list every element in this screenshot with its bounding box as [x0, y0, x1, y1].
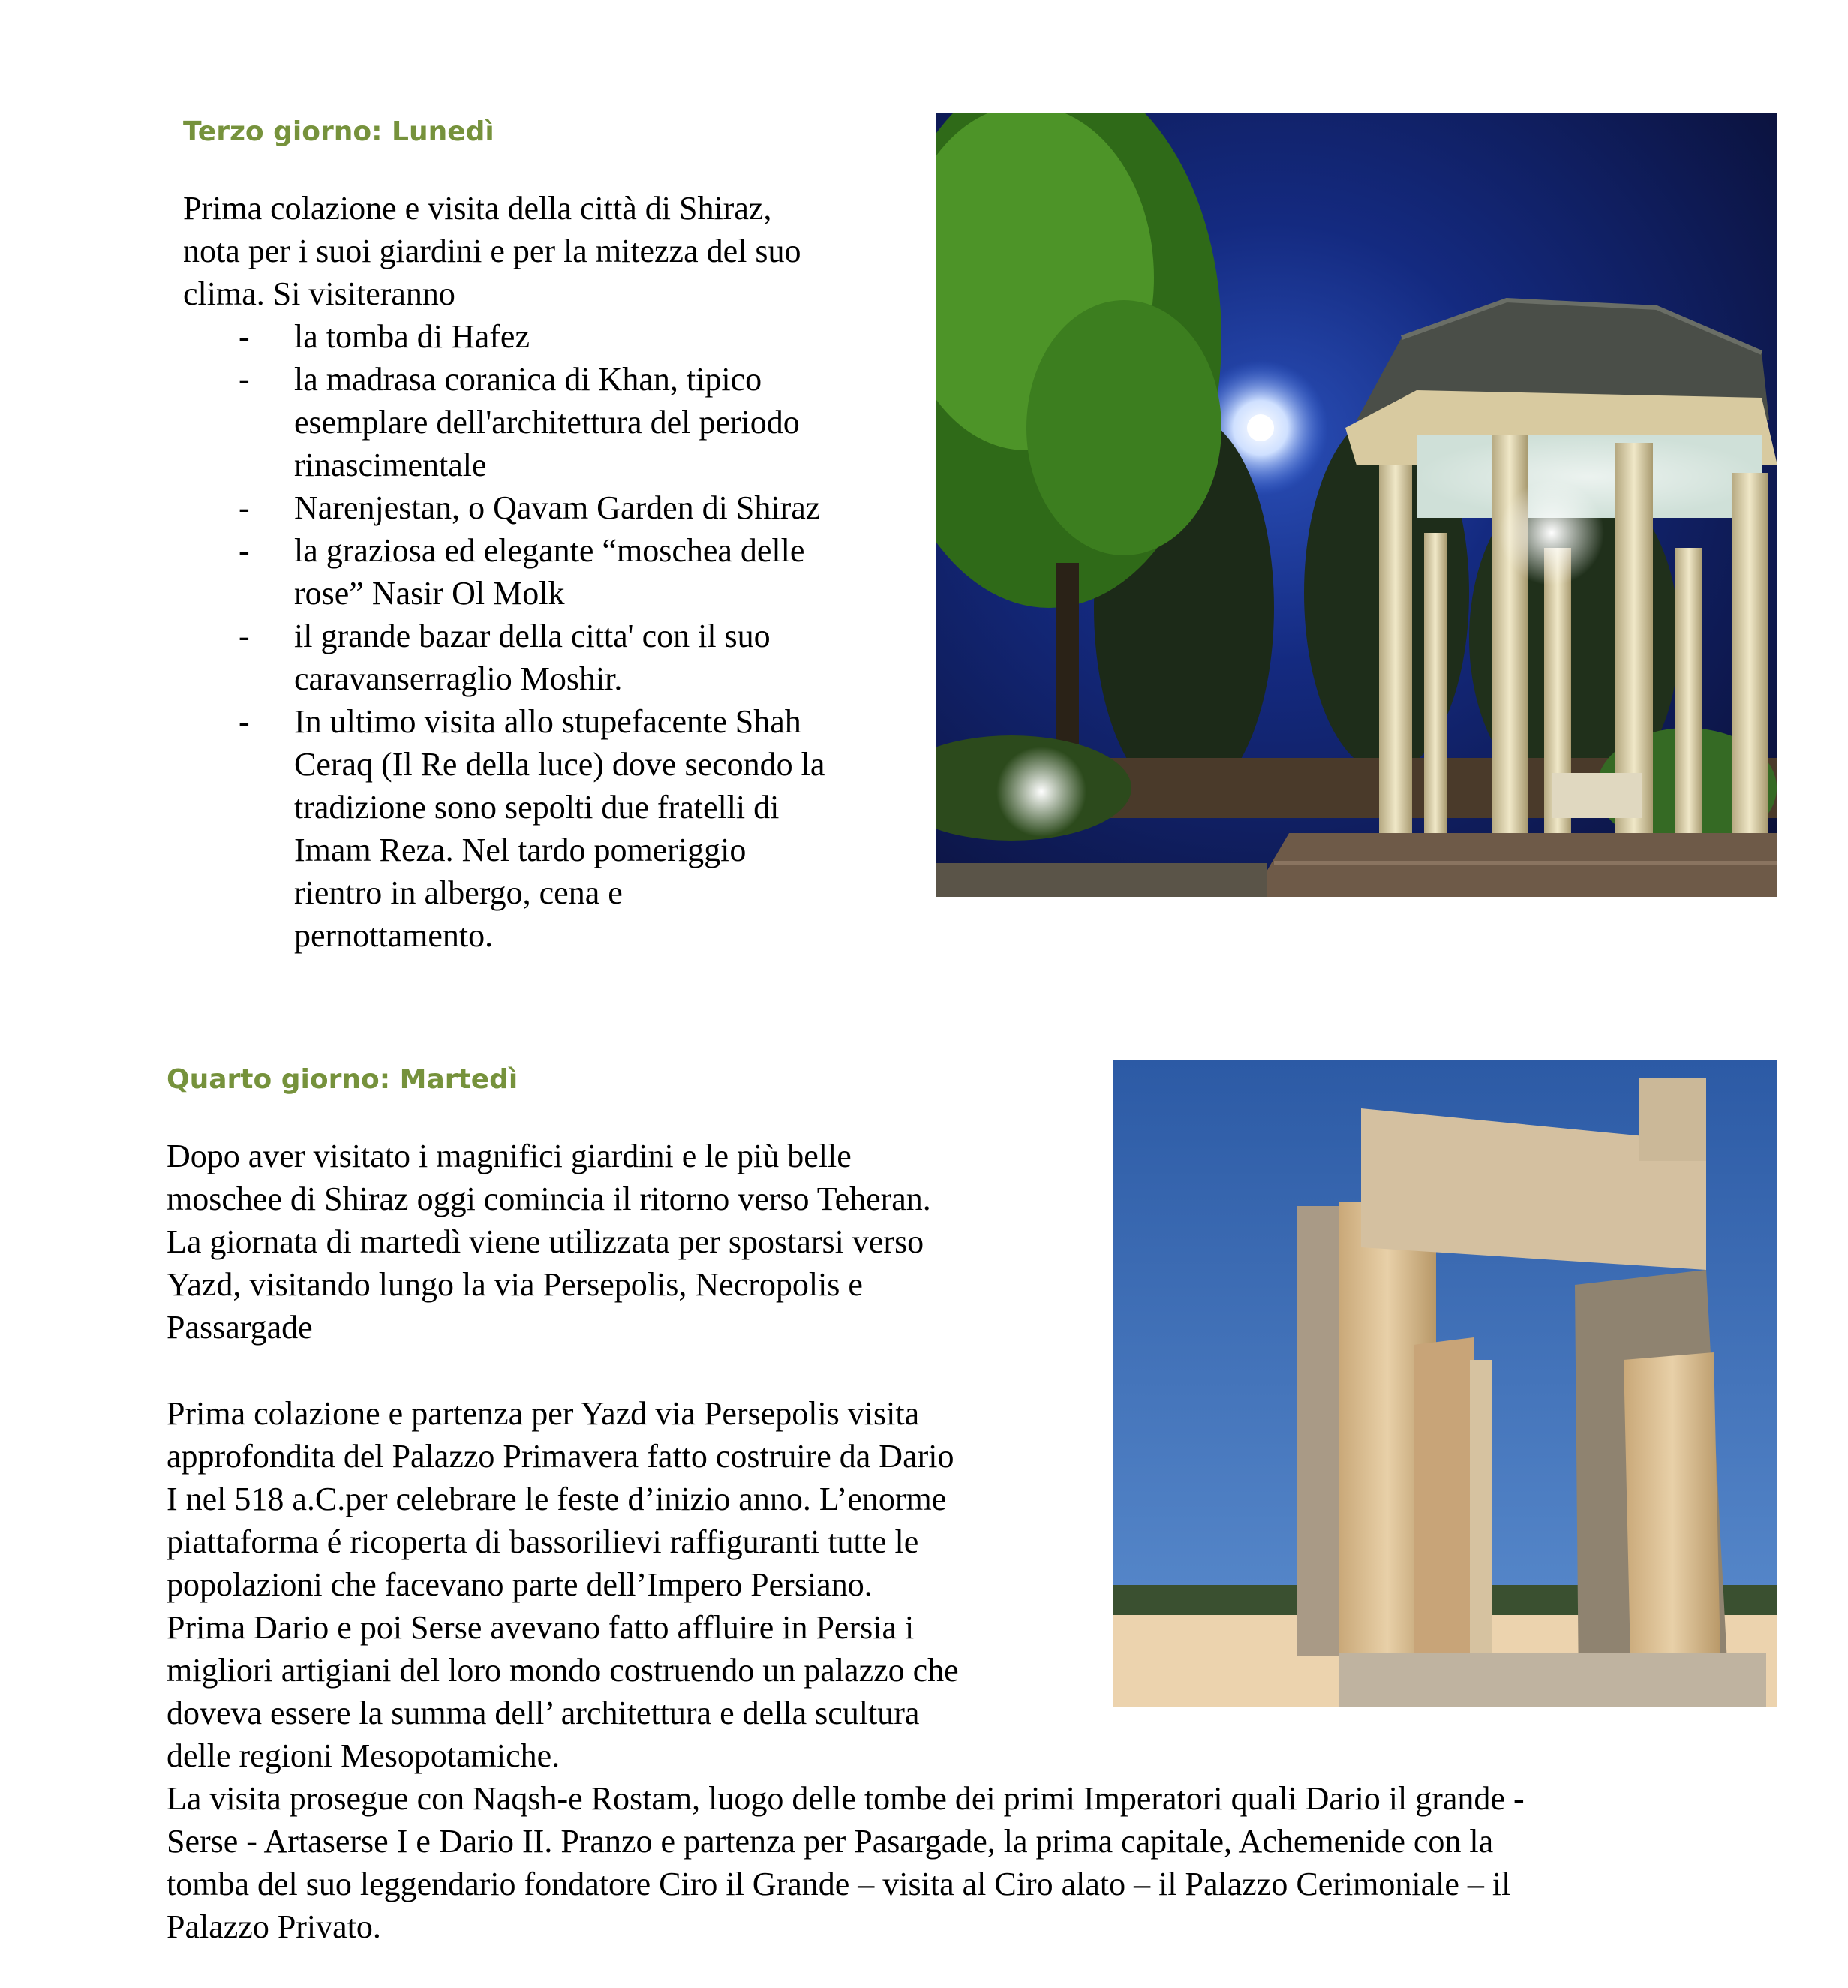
persepolis-gate-photo	[1113, 1060, 1777, 1707]
text-line: pernottamento.	[294, 917, 494, 954]
text-line: Passargade	[167, 1309, 313, 1346]
text-line: esemplare dell'architettura del periodo	[294, 404, 800, 441]
text-line: I nel 518 a.C.per celebrare le feste d’inizio anno. L’enorme	[167, 1481, 947, 1517]
text-line: clima. Si visiteranno	[183, 275, 455, 312]
text-line: La visita prosegue con Naqsh-e Rostam, luogo delle tombe dei primi Imperatori quali Dario il grande -	[167, 1780, 1525, 1817]
list-item	[239, 615, 825, 700]
day4-heading: Quarto giorno: Martedì	[167, 1064, 518, 1095]
text-line: Prima colazione e partenza per Yazd via Persepolis visita	[167, 1395, 920, 1432]
dash-bullet-icon: -	[239, 703, 250, 740]
text-line: piattaforma é ricoperta di bassorilievi raffiguranti tutte le	[167, 1523, 919, 1560]
dash-bullet-icon: -	[239, 532, 250, 569]
list-item	[239, 700, 825, 957]
text-line: la graziosa ed elegante “moschea delle	[294, 532, 805, 569]
list-item	[239, 486, 825, 529]
text-line: Palazzo Privato.	[167, 1908, 381, 1945]
text-line: La giornata di martedì viene utilizzata per spostarsi verso	[167, 1223, 924, 1260]
text-line: Yazd, visitando lungo la via Persepolis, Necropolis e	[167, 1266, 863, 1303]
text-line: Prima colazione e visita della città di Shiraz,	[183, 190, 772, 227]
text-line: tradizione sono sepolti due fratelli di	[294, 789, 780, 826]
dash-bullet-icon: -	[239, 361, 250, 398]
text-line: il grande bazar della citta' con il suo	[294, 618, 771, 654]
day4-paragraph-1	[167, 1135, 931, 1349]
persepolis-gate-image-icon	[1113, 1060, 1777, 1707]
hafez-tomb-photo	[936, 113, 1777, 897]
text-line: rientro in albergo, cena e	[294, 874, 623, 911]
text-line: rose” Nasir Ol Molk	[294, 575, 565, 612]
text-line: Prima Dario e poi Serse avevano fatto affluire in Persia i	[167, 1609, 915, 1646]
dash-bullet-icon: -	[239, 318, 250, 355]
list-item	[239, 358, 825, 486]
text-line: tomba del suo leggendario fondatore Ciro il Grande – visita al Ciro alato – il Palazzo Cerimoniale – il	[167, 1866, 1511, 1902]
text-line: Imam Reza. Nel tardo pomeriggio	[294, 832, 747, 868]
hafez-tomb-image-icon	[936, 113, 1777, 897]
text-line: doveva essere la summa dell’ architettura e della scultura	[167, 1695, 920, 1731]
text-line: moschee di Shiraz oggi comincia il ritorno verso Teheran.	[167, 1180, 931, 1217]
text-line: Narenjestan, o Qavam Garden di Shiraz	[294, 489, 821, 526]
day4-paragraph-2	[167, 1392, 959, 1777]
dash-bullet-icon: -	[239, 489, 250, 526]
day4-paragraph-3	[167, 1777, 1525, 1948]
list-item	[239, 315, 825, 358]
text-line: la tomba di Hafez	[294, 318, 530, 355]
day3-heading: Terzo giorno: Lunedì	[183, 116, 494, 147]
dash-bullet-icon: -	[239, 618, 250, 654]
list-item	[239, 529, 825, 615]
text-line: caravanserraglio Moshir.	[294, 660, 623, 697]
text-line: rinascimentale	[294, 447, 487, 483]
text-line: popolazioni che facevano parte dell’Impero Persiano.	[167, 1566, 873, 1603]
text-line: nota per i suoi giardini e per la mitezza del suo	[183, 233, 801, 269]
text-line: In ultimo visita allo stupefacente Shah	[294, 703, 801, 740]
text-line: approfondita del Palazzo Primavera fatto costruire da Dario	[167, 1438, 954, 1475]
text-line: Dopo aver visitato i magnifici giardini e le più belle	[167, 1138, 852, 1174]
text-line: Serse - Artaserse I e Dario II. Pranzo e partenza per Pasargade, la prima capitale, Achemenide con la	[167, 1823, 1494, 1860]
text-line: la madrasa coranica di Khan, tipico	[294, 361, 762, 398]
day3-bullet-list	[239, 315, 825, 957]
text-line: migliori artigiani del loro mondo costruendo un palazzo che	[167, 1652, 959, 1689]
day3-intro	[183, 187, 801, 315]
text-line: delle regioni Mesopotamiche.	[167, 1737, 560, 1774]
text-line: Ceraq (Il Re della luce) dove secondo la	[294, 746, 825, 783]
